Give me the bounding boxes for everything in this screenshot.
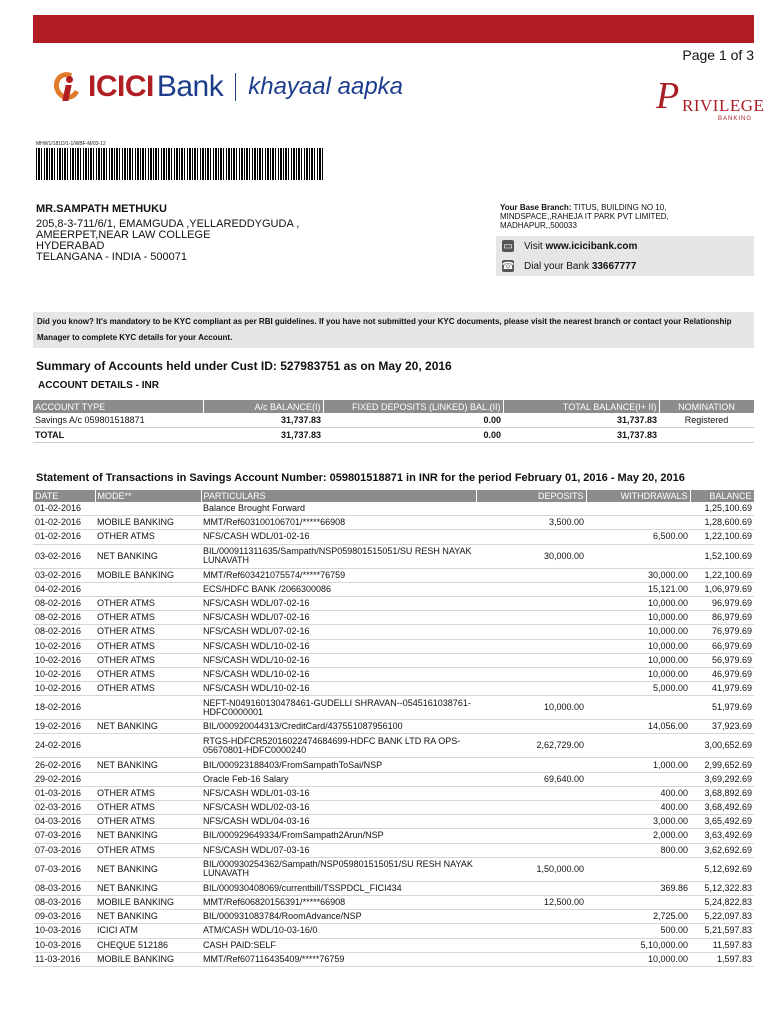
txn-withdrawal: 5,000.00 [586, 682, 690, 696]
txn-deposit: 2,62,729.00 [476, 734, 586, 758]
txn-mode: OTHER ATMS [95, 625, 201, 639]
txn-deposit [476, 881, 586, 895]
txn-date: 10-02-2016 [33, 682, 95, 696]
txn-particulars: RTGS-HDFCR52016022474684699-HDFC BANK LTD RA OPS-05670801-HDFC0000240 [201, 734, 476, 758]
txn-balance: 1,597.83 [690, 952, 754, 966]
txn-withdrawal [586, 772, 690, 786]
txn-withdrawal: 10,000.00 [586, 653, 690, 667]
txn-particulars: CASH PAID:SELF [201, 938, 476, 952]
txn-particulars: MMT/Ref607116435409/*****76759 [201, 952, 476, 966]
txn-deposit [476, 639, 586, 653]
col-header: PARTICULARS [201, 490, 476, 502]
txn-balance: 1,22,100.69 [690, 530, 754, 544]
txn-particulars: NFS/CASH WDL/10-02-16 [201, 653, 476, 667]
txn-deposit: 12,500.00 [476, 895, 586, 909]
computer-icon: ▭ [503, 240, 513, 252]
txn-balance: 96,979.69 [690, 596, 754, 610]
address-line: HYDERABAD [36, 240, 105, 252]
total-label: TOTAL [33, 428, 203, 443]
txn-particulars: Balance Brought Forward [201, 502, 476, 516]
txn-mode: OTHER ATMS [95, 843, 201, 857]
txn-mode [95, 734, 201, 758]
txn-deposit [476, 568, 586, 582]
txn-deposit [476, 952, 586, 966]
contact-box [496, 236, 754, 276]
txn-mode: OTHER ATMS [95, 596, 201, 610]
txn-particulars: NFS/CASH WDL/10-02-16 [201, 682, 476, 696]
txn-particulars: MMT/Ref606820156391/*****66908 [201, 895, 476, 909]
txn-balance: 66,979.69 [690, 639, 754, 653]
txn-withdrawal: 369.86 [586, 881, 690, 895]
txn-mode: MOBILE BANKING [95, 516, 201, 530]
bank-name-icici: ICICI [88, 70, 154, 103]
statement-title: Statement of Transactions in Savings Account Number: 059801518871 in INR for the period February 01, 2016 - May 20, 2016 [36, 472, 685, 484]
txn-date: 24-02-2016 [33, 734, 95, 758]
col-header: ACCOUNT TYPE [33, 400, 203, 413]
txn-date: 10-02-2016 [33, 667, 95, 681]
txn-date: 07-03-2016 [33, 829, 95, 843]
transaction-row [33, 530, 754, 544]
txn-withdrawal: 1,000.00 [586, 758, 690, 772]
txn-particulars: BIL/000929649334/FromSampath2Arun/NSP [201, 829, 476, 843]
customer-name: MR.SAMPATH METHUKU [36, 203, 167, 215]
txn-withdrawal [586, 857, 690, 881]
transaction-row [33, 895, 754, 909]
txn-date: 18-02-2016 [33, 696, 95, 720]
transaction-row [33, 611, 754, 625]
col-header: MODE** [95, 490, 201, 502]
transactions-table [33, 490, 755, 967]
txn-balance: 1,22,100.69 [690, 568, 754, 582]
txn-mode [95, 772, 201, 786]
txn-balance: 5,12,322.83 [690, 881, 754, 895]
txn-balance: 11,597.83 [690, 938, 754, 952]
txn-withdrawal: 14,056.00 [586, 720, 690, 734]
txn-date: 26-02-2016 [33, 758, 95, 772]
txn-date: 08-03-2016 [33, 881, 95, 895]
txn-balance: 3,63,492.69 [690, 829, 754, 843]
txn-mode: NET BANKING [95, 910, 201, 924]
transaction-row [33, 924, 754, 938]
txn-balance: 3,00,652.69 [690, 734, 754, 758]
txn-date: 10-03-2016 [33, 938, 95, 952]
txn-date: 19-02-2016 [33, 720, 95, 734]
website-row [496, 236, 754, 256]
document-reference: MHW1/181D/1-1/WBF-M/03-12 [36, 141, 106, 147]
txn-balance: 51,979.69 [690, 696, 754, 720]
txn-particulars: BIL/000931083784/RoomAdvance/NSP [201, 910, 476, 924]
transaction-row [33, 829, 754, 843]
txn-balance: 2,99,652.69 [690, 758, 754, 772]
branch-line: MINDSPACE,,RAHEJA IT PARK PVT LIMITED, [500, 212, 669, 221]
address-line: TELANGANA - INDIA - 500071 [36, 251, 188, 263]
txn-balance: 5,21,597.83 [690, 924, 754, 938]
txn-withdrawal [586, 734, 690, 758]
privilege-banking-logo [656, 75, 765, 126]
transaction-row [33, 667, 754, 681]
txn-particulars: NFS/CASH WDL/10-02-16 [201, 667, 476, 681]
total-total-balance: 31,737.83 [503, 428, 659, 443]
col-header: DEPOSITS [476, 490, 586, 502]
address-line: 205,8-3-711/6/1, EMAMGUDA ,YELLAREDDYGUDA , [36, 218, 300, 230]
txn-date: 01-03-2016 [33, 786, 95, 800]
txn-withdrawal [586, 895, 690, 909]
txn-balance: 86,979.69 [690, 611, 754, 625]
txn-balance: 1,28,600.69 [690, 516, 754, 530]
transaction-row [33, 772, 754, 786]
col-header: BALANCE [690, 490, 754, 502]
txn-deposit [476, 924, 586, 938]
account-details-title: ACCOUNT DETAILS - INR [38, 380, 159, 391]
col-header: FIXED DEPOSITS (LINKED) BAL.(II) [323, 400, 503, 413]
txn-mode: ICICI ATM [95, 924, 201, 938]
txn-balance: 46,979.69 [690, 667, 754, 681]
txn-deposit [476, 786, 586, 800]
total-nomination [659, 428, 754, 443]
txn-particulars: NFS/CASH WDL/02-03-16 [201, 801, 476, 815]
phone-number: 33667777 [591, 260, 637, 272]
account-balance: 31,737.83 [203, 413, 323, 428]
txn-date: 11-03-2016 [33, 952, 95, 966]
base-branch-label: Your Base Branch: [500, 203, 572, 212]
base-branch [500, 203, 730, 230]
txn-deposit [476, 653, 586, 667]
txn-balance: 1,25,100.69 [690, 502, 754, 516]
txn-deposit: 30,000.00 [476, 544, 586, 568]
txn-balance: 41,979.69 [690, 682, 754, 696]
txn-date: 08-02-2016 [33, 596, 95, 610]
txn-mode [95, 696, 201, 720]
txn-mode: NET BANKING [95, 758, 201, 772]
icici-logo [54, 70, 403, 104]
txn-withdrawal: 5,10,000.00 [586, 938, 690, 952]
txn-particulars: NFS/CASH WDL/01-03-16 [201, 786, 476, 800]
bank-name-bank: Bank [156, 70, 224, 103]
transaction-row [33, 786, 754, 800]
col-header: NOMINATION [659, 400, 754, 413]
txn-date: 04-03-2016 [33, 815, 95, 829]
txn-date: 08-03-2016 [33, 895, 95, 909]
txn-withdrawal: 400.00 [586, 801, 690, 815]
fixed-deposits: 0.00 [323, 413, 503, 428]
txn-date: 29-02-2016 [33, 772, 95, 786]
transaction-row [33, 734, 754, 758]
txn-withdrawal: 2,725.00 [586, 910, 690, 924]
txn-mode: NET BANKING [95, 857, 201, 881]
txn-mode: MOBILE BANKING [95, 952, 201, 966]
tagline: khayaal aapka [248, 73, 404, 100]
txn-particulars: NFS/CASH WDL/04-03-16 [201, 815, 476, 829]
txn-particulars: ATM/CASH WDL/10-03-16/0 [201, 924, 476, 938]
txn-date: 10-03-2016 [33, 924, 95, 938]
icici-logo-icon [54, 70, 84, 104]
txn-deposit [476, 611, 586, 625]
txn-date: 07-03-2016 [33, 857, 95, 881]
txn-mode: NET BANKING [95, 544, 201, 568]
txn-particulars: MMT/Ref603421075574/*****76759 [201, 568, 476, 582]
txn-deposit [476, 910, 586, 924]
bank-name [88, 70, 223, 104]
website-link[interactable]: www.icicibank.com [545, 240, 638, 252]
txn-deposit: 1,50,000.00 [476, 857, 586, 881]
txn-mode: OTHER ATMS [95, 530, 201, 544]
txn-mode: MOBILE BANKING [95, 895, 201, 909]
transaction-row [33, 938, 754, 952]
privilege-logo-text: RIVILEGE [682, 96, 765, 115]
txn-withdrawal: 6,500.00 [586, 530, 690, 544]
branch-line: TITUS, BUILDING NO 10, [571, 203, 667, 212]
txn-deposit [476, 682, 586, 696]
txn-particulars: BIL/000920044313/CreditCard/437551087956100 [201, 720, 476, 734]
txn-withdrawal: 10,000.00 [586, 611, 690, 625]
visit-label: Visit [524, 240, 543, 252]
txn-balance: 3,68,492.69 [690, 801, 754, 815]
txn-deposit: 3,500.00 [476, 516, 586, 530]
transaction-row [33, 596, 754, 610]
txn-date: 01-02-2016 [33, 502, 95, 516]
txn-balance: 3,62,692.69 [690, 843, 754, 857]
txn-balance: 5,24,822.83 [690, 895, 754, 909]
transaction-row [33, 653, 754, 667]
phone-row [496, 256, 754, 276]
txn-mode [95, 502, 201, 516]
txn-mode [95, 582, 201, 596]
txn-deposit: 10,000.00 [476, 696, 586, 720]
txn-withdrawal: 400.00 [586, 786, 690, 800]
txn-date: 01-02-2016 [33, 530, 95, 544]
nomination: Registered [659, 413, 754, 428]
account-row [33, 413, 754, 428]
txn-mode: OTHER ATMS [95, 682, 201, 696]
txn-mode: MOBILE BANKING [95, 568, 201, 582]
txn-particulars: NFS/CASH WDL/07-02-16 [201, 596, 476, 610]
txn-date: 08-02-2016 [33, 625, 95, 639]
txn-particulars: BIL/000930408069/currentbill/TSSPDCL_FICI434 [201, 881, 476, 895]
transaction-row [33, 696, 754, 720]
txn-withdrawal [586, 516, 690, 530]
txn-withdrawal [586, 502, 690, 516]
txn-mode: OTHER ATMS [95, 786, 201, 800]
txn-balance: 5,22,097.83 [690, 910, 754, 924]
txn-particulars: NFS/CASH WDL/07-03-16 [201, 843, 476, 857]
phone-icon: ☎ [501, 260, 515, 272]
txn-withdrawal: 10,000.00 [586, 625, 690, 639]
txn-deposit [476, 530, 586, 544]
txn-balance: 56,979.69 [690, 653, 754, 667]
txn-date: 02-03-2016 [33, 801, 95, 815]
txn-deposit: 69,640.00 [476, 772, 586, 786]
txn-mode: OTHER ATMS [95, 653, 201, 667]
txn-particulars: BIL/000911311635/Sampath/NSP059801515051/SU RESH NAYAK LUNAVATH [201, 544, 476, 568]
txn-deposit [476, 720, 586, 734]
privilege-logo-banking: BANKING [718, 116, 753, 122]
txn-withdrawal: 15,121.00 [586, 582, 690, 596]
txn-particulars: NFS/CASH WDL/07-02-16 [201, 611, 476, 625]
txn-deposit [476, 843, 586, 857]
barcode [36, 148, 324, 180]
transaction-row [33, 568, 754, 582]
txn-mode: OTHER ATMS [95, 611, 201, 625]
txn-balance: 3,69,292.69 [690, 772, 754, 786]
summary-title: Summary of Accounts held under Cust ID: 527983751 as on May 20, 2016 [36, 359, 452, 373]
total-row [33, 428, 754, 443]
txn-balance: 1,52,100.69 [690, 544, 754, 568]
txn-withdrawal: 800.00 [586, 843, 690, 857]
transaction-row [33, 815, 754, 829]
txn-balance: 1,06,979.69 [690, 582, 754, 596]
txn-withdrawal: 10,000.00 [586, 667, 690, 681]
privilege-logo-p: P [656, 75, 680, 117]
txn-date: 10-02-2016 [33, 639, 95, 653]
transaction-row [33, 720, 754, 734]
transaction-row [33, 582, 754, 596]
txn-date: 01-02-2016 [33, 516, 95, 530]
txn-withdrawal: 30,000.00 [586, 568, 690, 582]
txn-particulars: ECS/HDFC BANK /2066300086 [201, 582, 476, 596]
col-header: WITHDRAWALS [586, 490, 690, 502]
txn-balance: 37,923.69 [690, 720, 754, 734]
transaction-row [33, 758, 754, 772]
txn-withdrawal: 10,000.00 [586, 596, 690, 610]
transaction-row [33, 952, 754, 966]
txn-deposit [476, 801, 586, 815]
txn-date: 07-03-2016 [33, 843, 95, 857]
txn-particulars: NFS/CASH WDL/10-02-16 [201, 639, 476, 653]
transaction-row [33, 502, 754, 516]
txn-particulars: BIL/000923188403/FromSampathToSai/NSP [201, 758, 476, 772]
col-header: DATE [33, 490, 95, 502]
txn-date: 03-02-2016 [33, 544, 95, 568]
txn-particulars: BIL/000930254362/Sampath/NSP059801515051/SU RESH NAYAK LUNAVATH [201, 857, 476, 881]
txn-deposit [476, 815, 586, 829]
accounts-table [33, 400, 755, 443]
txn-particulars: MMT/Ref603100106701/*****66908 [201, 516, 476, 530]
transaction-row [33, 639, 754, 653]
txn-deposit [476, 829, 586, 843]
txn-deposit [476, 502, 586, 516]
transaction-row [33, 625, 754, 639]
txn-date: 04-02-2016 [33, 582, 95, 596]
txn-mode: NET BANKING [95, 720, 201, 734]
txn-mode: NET BANKING [95, 829, 201, 843]
total-balance: 31,737.83 [503, 413, 659, 428]
transaction-row [33, 910, 754, 924]
txn-withdrawal [586, 544, 690, 568]
total-account-balance: 31,737.83 [203, 428, 323, 443]
address-line: AMEERPET,NEAR LAW COLLEGE [36, 229, 211, 241]
txn-withdrawal: 10,000.00 [586, 952, 690, 966]
txn-mode: NET BANKING [95, 881, 201, 895]
dial-label: Dial your Bank [524, 260, 590, 272]
txn-withdrawal [586, 696, 690, 720]
txn-date: 10-02-2016 [33, 653, 95, 667]
txn-particulars: NEFT-N049160130478461-GUDELLI SHRAVAN--0545161038761-HDFC0000001 [201, 696, 476, 720]
accounts-header-row [33, 400, 754, 413]
txn-deposit [476, 938, 586, 952]
txn-date: 09-03-2016 [33, 910, 95, 924]
txn-deposit [476, 582, 586, 596]
txn-deposit [476, 758, 586, 772]
txn-mode: OTHER ATMS [95, 639, 201, 653]
txn-balance: 3,68,892.69 [690, 786, 754, 800]
total-fixed-deposits: 0.00 [323, 428, 503, 443]
txn-particulars: Oracle Feb-16 Salary [201, 772, 476, 786]
transaction-row [33, 857, 754, 881]
transaction-row [33, 843, 754, 857]
txn-mode: OTHER ATMS [95, 815, 201, 829]
transaction-row [33, 544, 754, 568]
transaction-row [33, 682, 754, 696]
txn-deposit [476, 667, 586, 681]
txn-mode: OTHER ATMS [95, 801, 201, 815]
txn-withdrawal: 500.00 [586, 924, 690, 938]
txn-balance: 5,12,692.69 [690, 857, 754, 881]
txn-deposit [476, 596, 586, 610]
account-type: Savings A/c 059801518871 [33, 413, 203, 428]
txn-particulars: NFS/CASH WDL/01-02-16 [201, 530, 476, 544]
transactions-header-row [33, 490, 754, 502]
header-bar [33, 15, 754, 43]
txn-withdrawal: 2,000.00 [586, 829, 690, 843]
txn-mode: OTHER ATMS [95, 667, 201, 681]
transaction-row [33, 516, 754, 530]
transaction-row [33, 881, 754, 895]
txn-deposit [476, 625, 586, 639]
branch-line: MADHAPUR,,500033 [500, 221, 577, 230]
transaction-row [33, 801, 754, 815]
txn-mode: CHEQUE 512186 [95, 938, 201, 952]
txn-balance: 3,65,492.69 [690, 815, 754, 829]
col-header: A/c BALANCE(I) [203, 400, 323, 413]
txn-date: 03-02-2016 [33, 568, 95, 582]
customer-address [36, 219, 299, 263]
txn-withdrawal: 3,000.00 [586, 815, 690, 829]
txn-date: 08-02-2016 [33, 611, 95, 625]
page-indicator: Page 1 of 3 [682, 47, 754, 63]
kyc-notice: Did you know? It's mandatory to be KYC compliant as per RBI guidelines. If you have not submitted your KYC documents, please visit the nearest branch or contact your Relationship Manager to complete KYC details for your Account. [33, 312, 754, 348]
logo-separator [235, 73, 236, 101]
txn-balance: 76,979.69 [690, 625, 754, 639]
txn-particulars: NFS/CASH WDL/07-02-16 [201, 625, 476, 639]
txn-withdrawal: 10,000.00 [586, 639, 690, 653]
col-header: TOTAL BALANCE(I+ II) [503, 400, 659, 413]
